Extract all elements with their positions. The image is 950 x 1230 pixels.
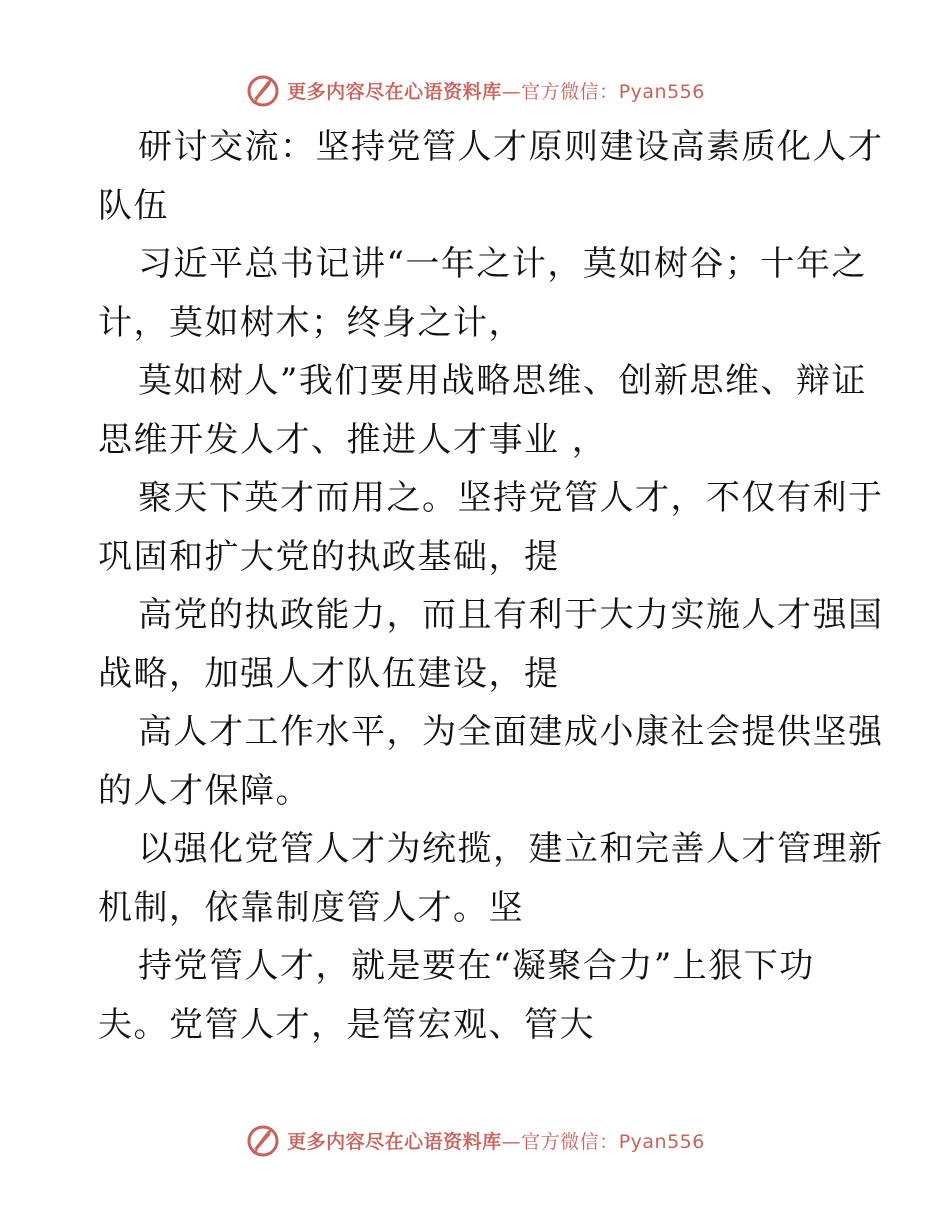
text-line: 以强化党管人才为统揽，建立和完善人才管理新 [138,829,884,869]
header-watermark [0,70,950,110]
text-line: 队伍 [98,185,169,226]
watermark-text [287,1127,705,1154]
watermark-separator: — [501,80,522,103]
watermark-wechat-id: Pyan556 [618,1130,705,1153]
text-line: 习近平总书记讲“一年之计，莫如树谷；十年之 [138,244,867,284]
watermark-text [287,77,705,104]
text-line: 研讨交流：坚持党管人才原则建设高素质化人才 [138,127,884,167]
text-line: 巩固和扩大党的执政基础，提 [98,536,560,577]
text-line: 思维开发人才、推进人才事业 ， [98,419,608,460]
text-line: 高人才工作水平，为全面建成小康社会提供坚强 [138,712,884,752]
watermark-wechat-id: Pyan556 [618,80,705,103]
text-line: 机制，依靠制度管人才。坚 [98,887,524,928]
text-line: 持党管人才，就是要在“凝聚合力”上狠下功 [138,946,815,986]
text-line: 计，莫如树木；终身之计， [98,302,524,343]
document-body [98,118,884,1054]
watermark-brand: 更多内容尽在心语资料库 [287,1130,502,1153]
text-line: 聚天下英才而用之。坚持党管人才，不仅有利于 [138,478,884,518]
footer-watermark [0,1120,950,1160]
watermark-wechat-label: 官方微信： [521,80,619,103]
text-line: 战略，加强人才队伍建设，提 [98,653,560,694]
quill-pen-logo-icon [245,1122,281,1158]
text-line: 高党的执政能力，而且有利于大力实施人才强国 [138,595,884,635]
text-line: 莫如树人”我们要用战略思维、创新思维、辩证 [138,361,867,401]
text-line: 夫。党管人才，是管宏观、管大 [98,1004,595,1045]
text-line: 的人才保障。 [98,770,311,811]
quill-pen-logo-icon [245,72,281,108]
watermark-wechat-label: 官方微信： [521,1130,619,1153]
watermark-brand: 更多内容尽在心语资料库 [287,80,502,103]
watermark-separator: — [501,1130,522,1153]
